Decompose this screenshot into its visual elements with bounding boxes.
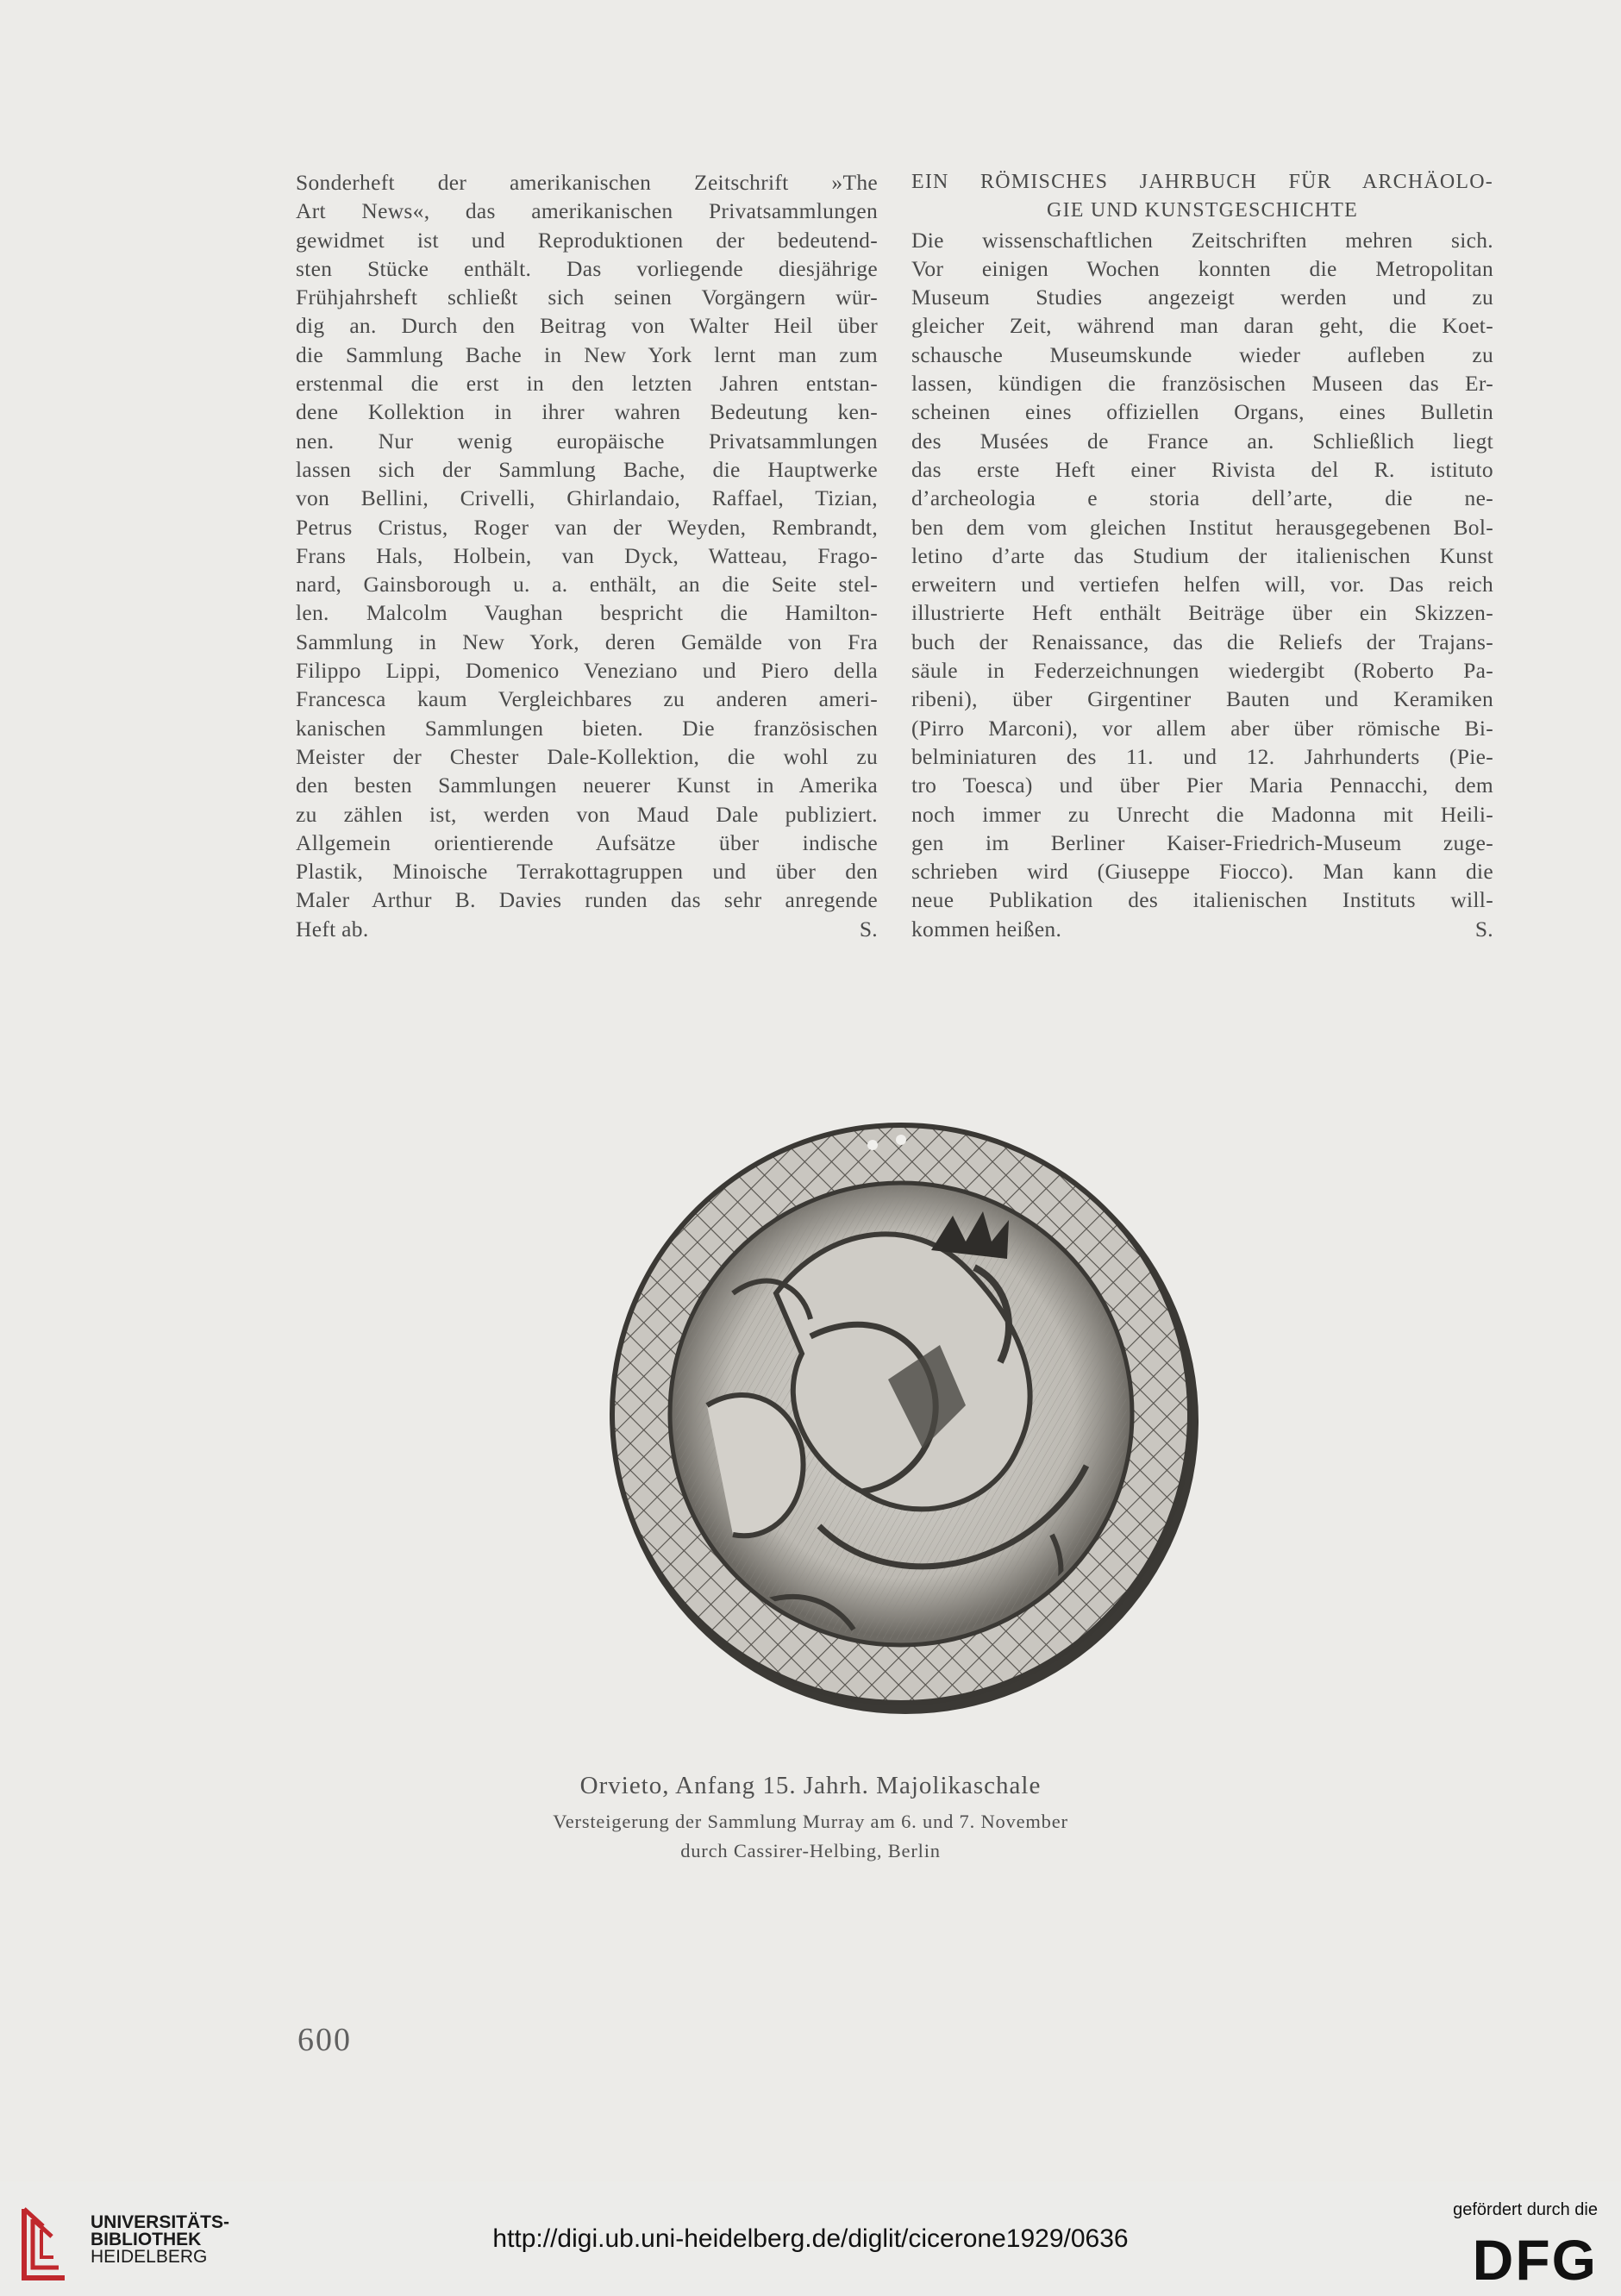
right-column-line: ben dem vom gleichen Institut herausgegebenen Bol- (911, 514, 1493, 540)
figure-caption-auction: Versteigerung der Sammlung Murray am 6. und 7. November (553, 1811, 1068, 1832)
right-column-line: Vor einigen Wochen konnten die Metropolitan (911, 255, 1493, 281)
left-column-line: nard, Gainsborough u. a. enthält, an die Seite stel- (296, 572, 878, 597)
figure-caption-dealer: durch Cassirer-Helbing, Berlin (680, 1840, 941, 1861)
left-column-line: erstenmal die erst in den letzten Jahren entstan- (296, 371, 878, 397)
right-column-line: tro Toesca) und über Pier Maria Pennacchi, dem (911, 773, 1493, 798)
left-column-line: Art News«, das amerikanischen Privatsammlungen (296, 198, 878, 224)
right-column-line: schrieben wird (Giuseppe Fiocco). Man kann die (911, 859, 1493, 885)
left-column-line: den besten Sammlungen neuerer Kunst in Amerika (296, 773, 878, 798)
left-column-line: Frans Hals, Holbein, van Dyck, Watteau, Frago- (296, 542, 878, 568)
left-column-line: gewidmet ist und Reproduktionen der bedeutend- (296, 227, 878, 253)
left-column-line: Maler Arthur B. Davies runden das sehr anregende (296, 887, 878, 913)
right-column-line: letino d’arte das Studium der italienischen Kunst (911, 542, 1493, 568)
left-column-author-initial: S. (859, 916, 878, 942)
article-heading-line-1: EIN RÖMISCHES JAHRBUCH FÜR ARCHÄOLO- (911, 171, 1493, 193)
left-column-line: von Bellini, Crivelli, Ghirlandaio, Raffael, Tizian, (296, 485, 878, 511)
left-column-line: Filippo Lippi, Domenico Veneziano und Piero della (296, 658, 878, 684)
left-column-final-text: Heft ab. (296, 916, 369, 942)
left-column-line: Plastik, Minoische Terrakottagruppen und über den (296, 859, 878, 885)
right-column-line: d’archeologia e storia dell’arte, die ne- (911, 485, 1493, 511)
right-column-line: scheinen eines offiziellen Organs, eines Bulletin (911, 399, 1493, 425)
left-column-line: dene Kollektion in ihrer wahren Bedeutung ken- (296, 399, 878, 425)
majolica-bowl-image (604, 1121, 1199, 1716)
right-text-column (911, 168, 1493, 943)
right-column-line: buch der Renaissance, das die Reliefs der Trajans- (911, 629, 1493, 654)
right-column-final-text: kommen heißen. (911, 916, 1062, 942)
right-column-line: lassen, kündigen die französischen Museen das Er- (911, 371, 1493, 397)
left-column-line: dig an. Durch den Beitrag von Walter Heil über (296, 313, 878, 339)
right-column-line: Museum Studies angezeigt werden und zu (911, 285, 1493, 310)
right-column-line: erweitern und vertiefen helfen will, vor. Das reich (911, 572, 1493, 597)
right-column-line: gleicher Zeit, während man daran geht, die Koet- (911, 313, 1493, 339)
right-column-line: noch immer zu Unrecht die Madonna mit Heili- (911, 801, 1493, 827)
article-heading-line-2: GIE UND KUNSTGESCHICHTE (1047, 199, 1358, 222)
left-column-line: Petrus Cristus, Roger van der Weyden, Rembrandt, (296, 514, 878, 540)
left-column-line: Sammlung in New York, deren Gemälde von Fra (296, 629, 878, 654)
dfg-logo-text: DFG (1472, 2231, 1598, 2285)
digitization-footer (0, 2181, 1621, 2296)
right-column-line: (Pirro Marconi), vor allem aber über römische Bi- (911, 715, 1493, 741)
library-name-line-3: HEIDELBERG (91, 2247, 208, 2267)
page-number: 600 (297, 2022, 352, 2058)
left-column-line: Francesca kaum Vergleichbares zu anderen ameri- (296, 686, 878, 712)
left-text-column (296, 168, 878, 943)
left-column-line: Sonderheft der amerikanischen Zeitschrift »The (296, 170, 878, 195)
figure-caption-title: Orvieto, Anfang 15. Jahrh. Majolikaschale (579, 1772, 1042, 1799)
left-column-line: Allgemein orientierende Aufsätze über indische (296, 829, 878, 855)
library-name-line-2: BIBLIOTHEK (91, 2230, 202, 2249)
dfg-logo (1444, 2231, 1598, 2285)
left-column-line: Frühjahrsheft schließt sich seinen Vorgängern wür- (296, 285, 878, 310)
right-column-line: säule in Federzeichnungen wiedergibt (Roberto Pa- (911, 658, 1493, 684)
library-name-line-1: UNIVERSITÄTS- (91, 2212, 230, 2232)
left-column-final-line (296, 915, 878, 943)
right-column-line: Die wissenschaftlichen Zeitschriften mehren sich. (911, 227, 1493, 253)
funding-label: gefördert durch die (1453, 2200, 1598, 2219)
right-column-author-initial: S. (1474, 916, 1493, 942)
right-column-line: gen im Berliner Kaiser-Friedrich-Museum zuge- (911, 829, 1493, 855)
right-column-line: ribeni), über Girgentiner Bauten und Keramiken (911, 686, 1493, 712)
left-column-line: Meister der Chester Dale-Kollektion, die wohl zu (296, 743, 878, 769)
right-column-line: des Musées de France an. Schließlich liegt (911, 428, 1493, 454)
left-column-line: kanischen Sammlungen bieten. Die französischen (296, 715, 878, 741)
left-column-line: len. Malcolm Vaughan bespricht die Hamilton- (296, 600, 878, 626)
right-column-line: das erste Heft einer Rivista del R. istituto (911, 456, 1493, 482)
permalink-url[interactable]: http://digi.ub.uni-heidelberg.de/diglit/cicerone1929/0636 (492, 2224, 1129, 2253)
right-column-line: neue Publikation des italienischen Instituts will- (911, 887, 1493, 913)
right-column-line: belminiaturen des 11. und 12. Jahrhunderts (Pie- (911, 743, 1493, 769)
left-column-line: sten Stücke enthält. Das vorliegende diesjährige (296, 255, 878, 281)
left-column-line: zu zählen ist, werden von Maud Dale publiziert. (296, 801, 878, 827)
right-column-final-line (911, 915, 1493, 943)
right-column-line: illustrierte Heft enthält Beiträge über ein Skizzen- (911, 600, 1493, 626)
left-column-line: die Sammlung Bache in New York lernt man zum (296, 341, 878, 367)
left-column-line: nen. Nur wenig europäische Privatsammlungen (296, 428, 878, 454)
right-column-line: schausche Museumskunde wieder aufleben zu (911, 341, 1493, 367)
left-column-line: lassen sich der Sammlung Bache, die Hauptwerke (296, 456, 878, 482)
